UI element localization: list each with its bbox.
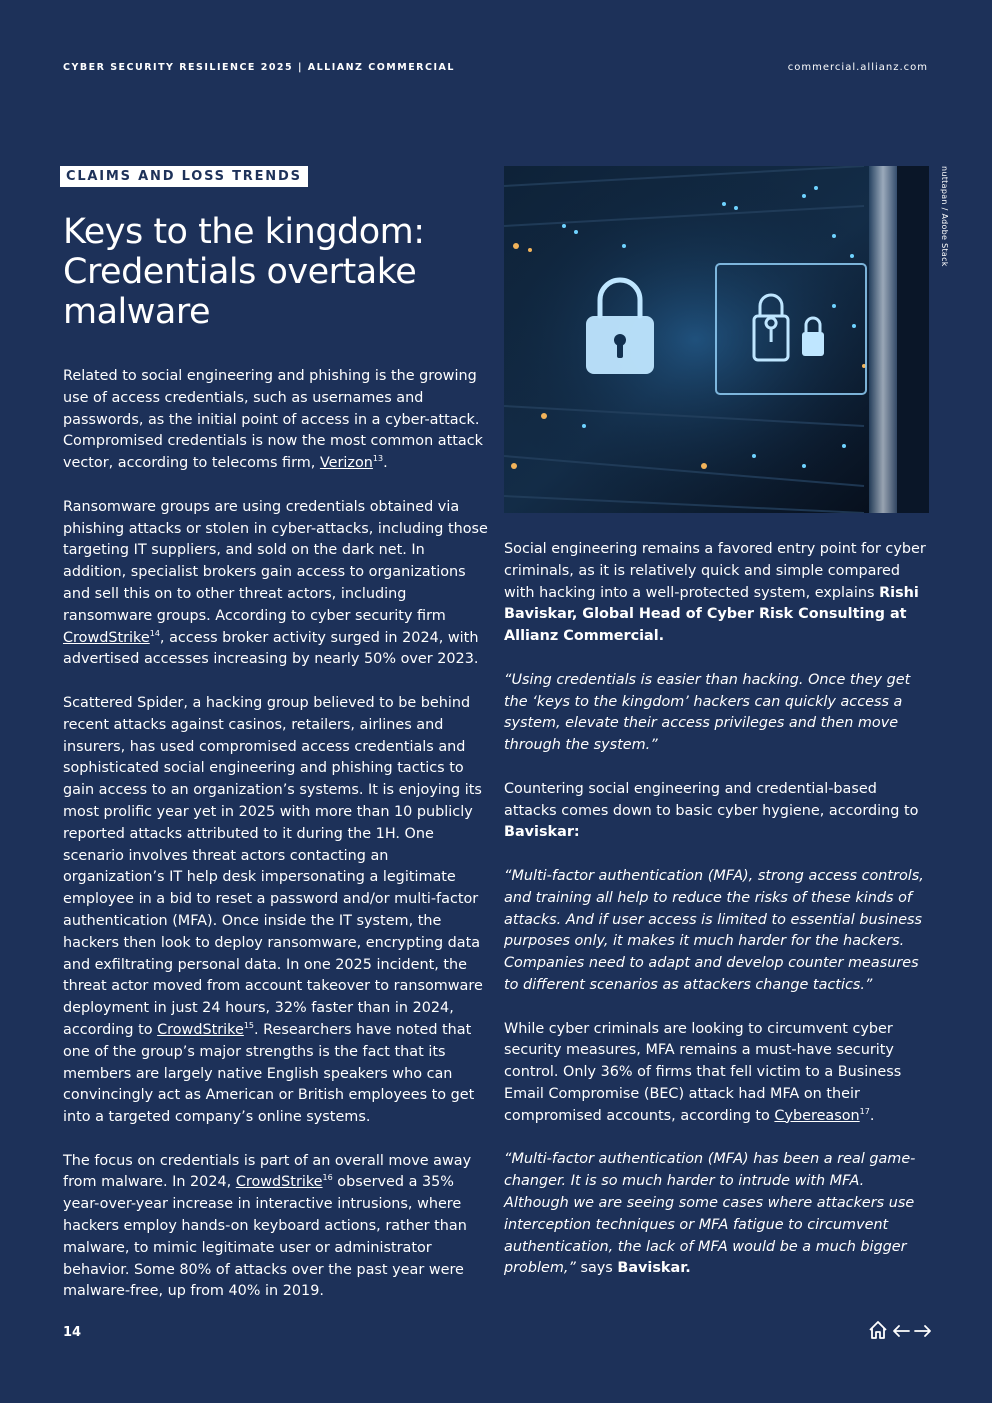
server-rack-padlock-photo (504, 166, 929, 513)
reference-link[interactable]: CrowdStrike (235, 1174, 323, 1191)
footnote-ref: 16 (322, 1173, 333, 1183)
header-publication-title: CYBER SECURITY RESILIENCE 2025 | ALLIANZ COMMERCIAL (63, 62, 455, 73)
speaker-name: Baviskar: (504, 824, 580, 841)
paragraph: While cyber criminals are looking to circumvent cyber security measures, MFA remains a must-have security control. Only 36% of firms that fell victim to a Business Email Compromise (BEC) attack had MFA on their compromised accounts, according to Cybereason$^{17}$. (504, 1020, 902, 1124)
paragraph: Scattered Spider, a hacking group believed to be behind recent attacks against casinos, retailers, airlines and insurers, has used compromised access credentials and sophisticated social engineering and phishing tactics to gain access to an organization’s systems. It is enjoying its most prolific year yet in 2025 with more than 10 publicly reported attacks attributed to it during the 1H. One scenario involves threat actors contacting an organization’s IT help desk impersonating a legitimate employee in a bid to reset a password and/or multi-factor authentication (MFA). Once inside the IT system, the hackers then look to deploy ransomware, encrypting data and exfiltrating personal data. In one 2025 incident, the threat actor moved from account takeover to ransomware deployment in just 24 hours, 32% faster than in 2024, according to CrowdStrike$^{15}$. Researchers have noted that one of the group’s major strengths is the fact that its members are largely native English speakers who can convincingly act as American or British employees to get into a targeted company’s online systems. (63, 694, 483, 1126)
photo-illustration (504, 166, 929, 513)
footnote-ref: 17 (859, 1106, 870, 1116)
left-column (63, 366, 491, 1325)
right-column (504, 539, 930, 1302)
footnote-ref: 15 (243, 1021, 255, 1031)
reference-link[interactable]: CrowdStrike (63, 629, 150, 646)
header-website-link[interactable]: commercial.allianz.com (787, 62, 928, 73)
reference-link[interactable]: Cybereason (774, 1107, 860, 1124)
home-icon[interactable] (868, 1320, 888, 1344)
speaker-name: Baviskar. (617, 1260, 691, 1277)
paragraph: Related to social engineering and phishing is the growing use of access credentials, such as usernames and passwords, as the initial point of access in a cyber-attack. Compromised credentials is now the most common attack vector, according to telecoms firm, Verizon$^{13}$. (63, 368, 483, 472)
pull-quote-attributed: “Multi-factor authentication (MFA) has been a real game-changer. It is so much harder to intrude with MFA. Although we are seeing some cases where attackers use interception techniques or MFA fatigue to circumvent authentication, the lack of MFA would be a much bigger problem,” says Baviskar. (504, 1151, 916, 1277)
paragraph: Countering social engineering and credential-based attacks comes down to basic cyber hygiene, according to Baviskar: (504, 780, 919, 841)
photo-credit: nuttapan / Adobe Stack (940, 166, 949, 267)
paragraph: Ransomware groups are using credentials obtained via phishing attacks or stolen in cyber-attacks, including those targeting IT suppliers, and sold on the dark net. In addition, specialist brokers gain access to organizations and sell this on to other threat actors, including ransomware groups. According to cyber security firm CrowdStrike$^{14}$, access broker activity surged in 2024, with advertised accesses increasing by nearly 50% over 2023. (63, 498, 488, 668)
footnote-ref: 13 (372, 454, 384, 464)
speaker-name: Rishi Baviskar, Global Head of Cyber Risk Consulting at Allianz Commercial. (504, 584, 919, 645)
footnote-ref: 14 (149, 628, 160, 638)
page-number: 14 (63, 1325, 82, 1340)
paragraph: Social engineering remains a favored entry point for cyber criminals, as it is relatively quick and simple compared with hacking into a well-protected system, explains Rishi Baviskar, Global Head of Cyber Risk Consulting at Allianz Commercial. (504, 541, 926, 645)
section-tag: CLAIMS AND LOSS TRENDS (60, 166, 308, 187)
reference-link[interactable]: CrowdStrike (157, 1021, 244, 1038)
paragraph: The focus on credentials is part of an overall move away from malware. In 2024, CrowdStrike$^{16}$ observed a 35% year-over-year increase in interactive intrusions, where hackers employ hands-on keyboard actions, rather than malware, to mimic legitimate user or administrator behavior. Some 80% of attacks over the past year were malware-free, up from 40% in 2019. (63, 1152, 472, 1300)
page-title: Keys to the kingdom: Credentials overtake malware (63, 212, 425, 332)
reference-link[interactable]: Verizon (319, 455, 373, 472)
page-navigation (868, 1321, 932, 1343)
arrow-left-icon[interactable] (892, 1323, 910, 1342)
pull-quote: “Using credentials is easier than hacking. Once they get the ‘keys to the kingdom’ hackers can quickly access a system, elevate their access privileges and then move through the system.” (504, 671, 911, 754)
pull-quote: “Multi-factor authentication (MFA), strong access controls, and training all help to reduce the risks of these kinds of attacks. And if user access is limited to essential business purposes only, it makes it much harder for the hackers. Companies need to adapt and develop counter measures to different scenarios as attackers change tactics.” (504, 867, 924, 993)
arrow-right-icon[interactable] (914, 1323, 932, 1342)
